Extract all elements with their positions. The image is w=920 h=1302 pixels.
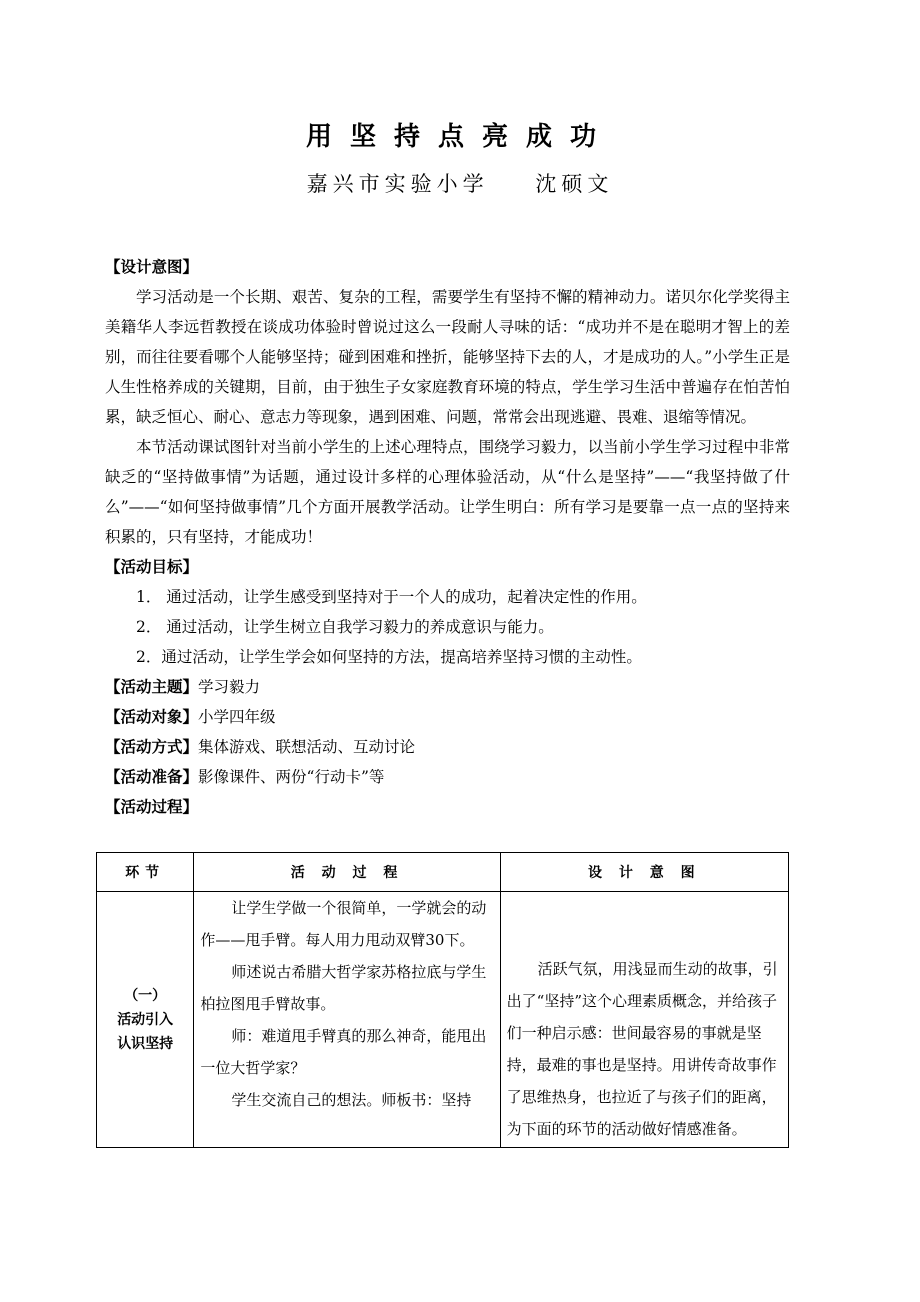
process-cell [194,892,500,1148]
goal-item: 1． 通过活动，让学生感受到坚持对于一个人的成功，起着决定性的作用。 [136,588,647,606]
goal-item: 2． 通过活动，让学生树立自我学习毅力的养成意识与能力。 [136,618,554,636]
document-title: 用坚持点亮成功 [305,122,614,152]
method-row [105,732,790,762]
goal-item: 2．通过活动，让学生学会如何坚持的方法，提高培养坚持习惯的主动性。 [136,648,642,666]
target-value: 小学四年级 [198,708,276,726]
theme-row [105,672,790,702]
prep-label: 【活动准备】 [105,768,199,786]
process-heading: 【活动过程】 [105,798,199,816]
goals-heading: 【活动目标】 [105,558,199,576]
header-intent: 设 计 意 图 [500,853,788,892]
stage-title-line-2: 认识坚持 [117,1035,174,1052]
document-body [105,252,790,822]
prep-row [105,762,790,792]
method-label: 【活动方式】 [105,738,199,756]
process-paragraph: 师：难道甩手臂真的那么神奇，能甩出一位大哲学家？ [200,1027,487,1077]
stage-title-line-1: 活动引入 [117,1011,174,1028]
stage-number: （一） [124,987,167,1004]
table-row [97,892,789,1148]
intent-cell [500,892,788,1148]
stage-cell [97,892,194,1148]
prep-value: 影像课件、两份“行动卡”等 [198,768,385,786]
process-paragraph: 让学生学做一个很简单，一学就会的动作——甩手臂。每人用力甩动双臂30下。 [200,899,487,949]
theme-value: 学习毅力 [198,678,261,696]
author-line: 嘉兴市实验小学 沈硕文 [306,172,614,196]
activity-process-table [96,852,789,1148]
theme-label: 【活动主题】 [105,678,199,696]
header-stage: 环节 [97,853,194,892]
design-intent-paragraph-2: 本节活动课试图针对当前小学生的上述心理特点，围绕学习毅力，以当前小学生学习过程中非常缺乏的“坚持做事情”为话题，通过设计多样的心理体验活动，从“什么是坚持”——“我坚持做了什么”——“如何坚持做事情”几个方面开展教学活动。让学生明白：所有学习是要靠一点一点的坚持来积累的，只有坚持，才能成功！ [105,438,790,546]
target-label: 【活动对象】 [105,708,199,726]
process-paragraph: 学生交流自己的想法。师板书：坚持 [231,1091,472,1109]
header-process: 活 动 过 程 [194,853,500,892]
target-row [105,702,790,732]
method-value: 集体游戏、联想活动、互动讨论 [198,738,416,756]
process-paragraph: 师述说古希腊大哲学家苏格拉底与学生柏拉图甩手臂故事。 [200,963,487,1013]
intent-paragraph: 活跃气氛，用浅显而生动的故事，引出了“坚持”这个心理素质概念，并给孩子们一种启示感：世间最容易的事就是坚持，最难的事也是坚持。用讲传奇故事作了思维热身，也拉近了与孩子们的距离，为下面的环节的活动做好情感准备。 [506,960,778,1138]
design-intent-paragraph-1: 学习活动是一个长期、艰苦、复杂的工程，需要学生有坚持不懈的精神动力。诺贝尔化学奖得主美籍华人李远哲教授在谈成功体验时曾说过这么一段耐人寻味的话：“成功并不是在聪明才智上的差别，而往往要看哪个人能够坚持；碰到困难和挫折，能够坚持下去的人，才是成功的人。”小学生正是人生性格养成的关键期，目前，由于独生子女家庭教育环境的特点，学生学习生活中普遍存在怕苦怕累，缺乏恒心、耐心、意志力等现象，遇到困难、问题，常常会出现逃避、畏难、退缩等情况。 [105,288,790,426]
design-intent-heading: 【设计意图】 [105,258,199,276]
table-header-row [97,853,789,892]
